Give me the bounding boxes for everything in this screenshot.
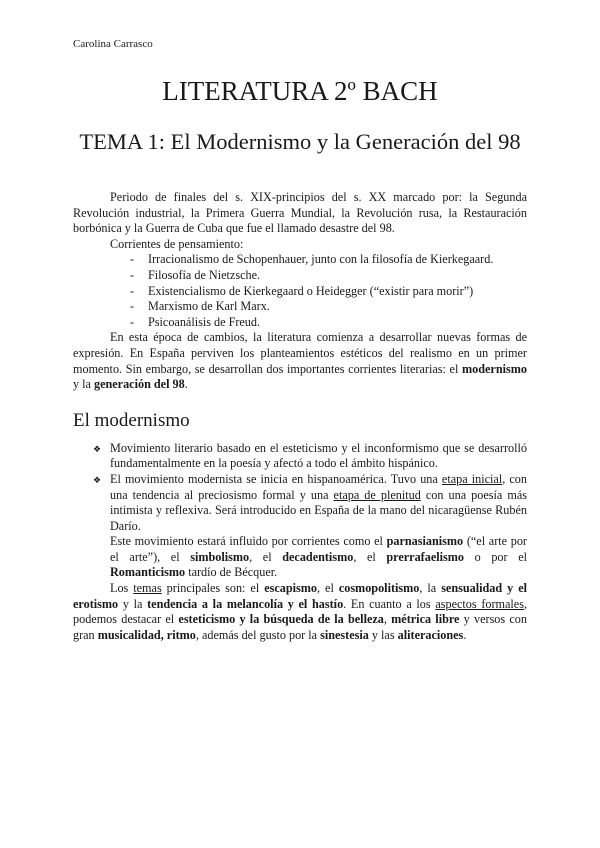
text-run: Los xyxy=(110,581,134,596)
bold-term: métrica libre xyxy=(391,612,460,627)
page-title: LITERATURA 2º BACH xyxy=(162,76,438,106)
text-run: . xyxy=(463,627,467,642)
text-run: . En cuanto a los xyxy=(343,596,436,611)
text-run: o por el xyxy=(464,549,527,564)
text-run: principales son: el xyxy=(161,581,265,596)
text-run: En esta época de cambios, la literatura comienza a desarrollar nuevas formas de expresión. En España perviven los planteamientos estéticos del realismo en un primer momento. Sin embargo, se desarrollan dos importantes corrientes literarias: el xyxy=(73,330,527,376)
intro-paragraph: Periodo de finales del s. XIX-principios del s. XX marcado por: la Segunda Revolución industrial, la Primera Guerra Mundial, la Revolución rusa, la Restauración borbónica y la Guerra de Cuba que fue el llamado desastre del 98. xyxy=(73,190,527,236)
diamond-bullet-icon: ❖ xyxy=(93,443,102,454)
modernismo-list xyxy=(73,441,527,535)
bold-term: escapismo xyxy=(264,581,318,596)
bold-term: modernismo xyxy=(462,361,527,376)
text-run: , xyxy=(383,612,392,627)
text-run: . xyxy=(184,377,188,392)
bold-term: sensualidad y el erotismo xyxy=(73,581,527,611)
bold-term: decadentismo xyxy=(282,549,354,564)
literature-paragraph xyxy=(73,330,527,392)
list-item: - Filosofía de Nietzsche. xyxy=(148,268,527,284)
text-run: y la xyxy=(118,596,148,611)
text-run: , el xyxy=(317,581,339,596)
list-item: - Psicoanálisis de Freud. xyxy=(148,315,527,331)
document-body xyxy=(73,190,527,643)
text-run: , el xyxy=(249,549,283,564)
list-item: - Marxismo de Karl Marx. xyxy=(148,299,527,315)
bold-term: parnasianismo xyxy=(386,534,464,549)
bold-term: sinestesia xyxy=(320,627,369,642)
bold-term: Romanticismo xyxy=(110,565,186,580)
text-run: Este movimiento estará influido por corrientes como el xyxy=(110,534,387,549)
bold-term: cosmopolitismo xyxy=(338,581,420,596)
text-run: con una poesía más intimista y reflexiva. Será introducido en España de la mano del nicaragüense Rubén Darío. xyxy=(110,487,527,533)
corrientes-heading: Corrientes de pensamiento: xyxy=(110,236,244,251)
bold-term: musicalidad, ritmo xyxy=(97,627,196,642)
page-subtitle: TEMA 1: El Modernismo y la Generación del 98 xyxy=(79,129,521,154)
text-run: y versos con gran xyxy=(73,612,527,642)
text-run: y las xyxy=(368,627,398,642)
bold-term: aliteraciones xyxy=(397,627,464,642)
diamond-bullet-icon: ❖ xyxy=(93,474,102,485)
influences-paragraph xyxy=(73,534,527,581)
text-run: , podemos destacar el xyxy=(73,596,528,627)
text-run: , el xyxy=(353,549,387,564)
themes-paragraph xyxy=(73,581,527,643)
text-run: , con una tendencia al preciosismo formal y una xyxy=(110,471,527,502)
bold-term: esteticismo y la búsqueda de la belleza xyxy=(178,612,384,627)
bold-term: simbolismo xyxy=(190,549,250,564)
section-heading-modernismo: El modernismo xyxy=(73,409,190,431)
text-run: El movimiento modernista se inicia en hispanoamérica. Tuvo una xyxy=(110,471,442,486)
underlined-term: temas xyxy=(133,581,162,596)
text-run: , la xyxy=(419,581,442,596)
text-run: y la xyxy=(73,377,94,392)
author-name: Carolina Carrasco xyxy=(73,38,153,50)
text-run: (“el arte por el arte”), el xyxy=(110,534,527,564)
list-item xyxy=(93,440,527,472)
bold-term: generación del 98 xyxy=(93,377,185,392)
bold-term: tendencia a la melancolía y el hastío xyxy=(147,596,344,611)
list-item: - Existencialismo de Kierkegaard o Heidegger (“existir para morir”) xyxy=(148,284,527,300)
text-run: tardío de Bécquer. xyxy=(185,565,278,580)
list-item: - Irracionalismo de Schopenhauer, junto con la filosofía de Kierkegaard. xyxy=(148,252,527,268)
text-run: Movimiento literario basado en el esteticismo y el inconformismo que se desarrolló fundamentalmente en la poesía y afectó a todo el ámbito hispánico. xyxy=(110,440,527,471)
corrientes-list xyxy=(73,252,527,330)
underlined-term: etapa de plenitud xyxy=(333,487,421,502)
list-item xyxy=(93,471,527,534)
text-run: , además del gusto por la xyxy=(195,627,321,642)
underlined-term: aspectos formales xyxy=(435,596,524,611)
bold-term: prerrafaelismo xyxy=(386,549,465,564)
underlined-term: etapa inicial xyxy=(441,471,503,486)
